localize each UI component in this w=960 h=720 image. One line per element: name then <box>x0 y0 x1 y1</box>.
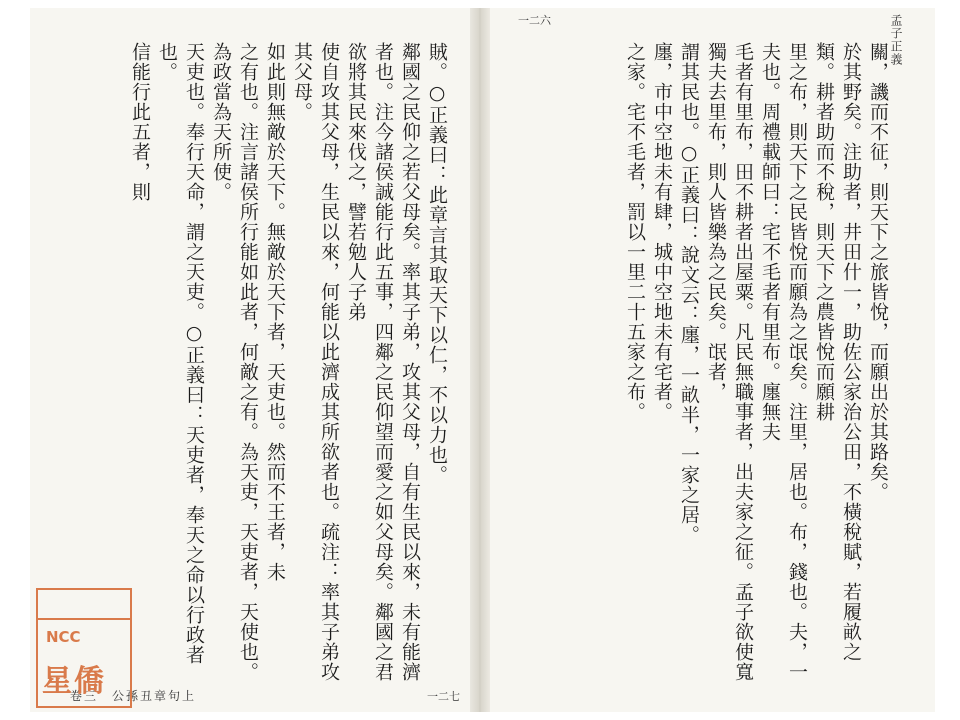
text-column: 者也。注今諸侯誠能行此五事，四鄰之民仰望而愛之如父母矣。鄰國之君欲將其民來伐之，譬若勉人子弟 <box>345 42 394 682</box>
text-column: 使自攻其父母，生民以來，何能以此濟成其所欲者也。疏注：率其子弟攻其父母。 <box>291 42 340 682</box>
seal-bottom-text: 星僑 <box>42 664 106 699</box>
left-footer-head: 卷三 公孫丑章句上 <box>70 689 197 703</box>
text-column: 之有也。注言諸侯所行能如此者，何敵之有。為天吏，天吏者，天使也。為政當為天所使。 <box>210 42 259 682</box>
text-column: 如此則無敵於天下。無敵於天下者，天吏也。然而不王者，未 <box>264 42 286 582</box>
left-page-text <box>50 42 450 682</box>
text-column: 賊。○正義曰：此章言其取天下以仁，不以力也。 <box>426 42 448 485</box>
seal-roof <box>36 588 132 620</box>
text-column: 廛，市中空地未有肆，城中空地未有宅者。 <box>651 42 673 422</box>
text-column: 於其野矣。注助者，井田什一，助佐公家治公田，不橫稅賦，若履畝之類。耕者助而不稅，則天下之農皆悅而願耕 <box>813 42 862 662</box>
book-gutter <box>470 8 490 712</box>
right-page <box>490 8 935 712</box>
text-column: 鄰國之民仰之若父母矣。率其子弟，攻其父母，自有生民以來，未有能濟 <box>399 42 421 682</box>
text-column: 謂其民也。○正義曰：說文云：廛，一畝半，一家之居。 <box>678 42 700 545</box>
right-page-number: 一二六 <box>518 14 551 27</box>
text-column: 毛者有里布，田不耕者出屋粟。凡民無職事者，出夫家之征。孟子欲使寬獨夫去里布，則人皆樂為之民矣。氓者， <box>705 42 754 682</box>
right-page-text <box>510 42 891 682</box>
text-column: 之家。宅不毛者，罰以一里二十五家之布。 <box>624 42 646 422</box>
library-seal-stamp <box>36 588 132 708</box>
text-column: 天吏也。奉行天命，謂之天吏。○正義曰：天吏者，奉天之命以行政者也。 <box>156 42 205 665</box>
left-page-number: 一二七 <box>427 690 460 703</box>
text-column: 關，譏而不征，則天下之旅皆悅，而願出於其路矣。 <box>867 42 889 502</box>
seal-top-text: NCC <box>46 628 81 646</box>
text-column: 信能行此五者，則 <box>129 42 151 202</box>
right-running-head: 孟子正義 <box>889 14 903 66</box>
text-column: 里之布，則天下之民皆悅而願為之氓矣。注里，居也。布，錢也。夫，一夫也。周禮載師曰：宅不毛者有里布。廛無夫 <box>759 42 808 682</box>
